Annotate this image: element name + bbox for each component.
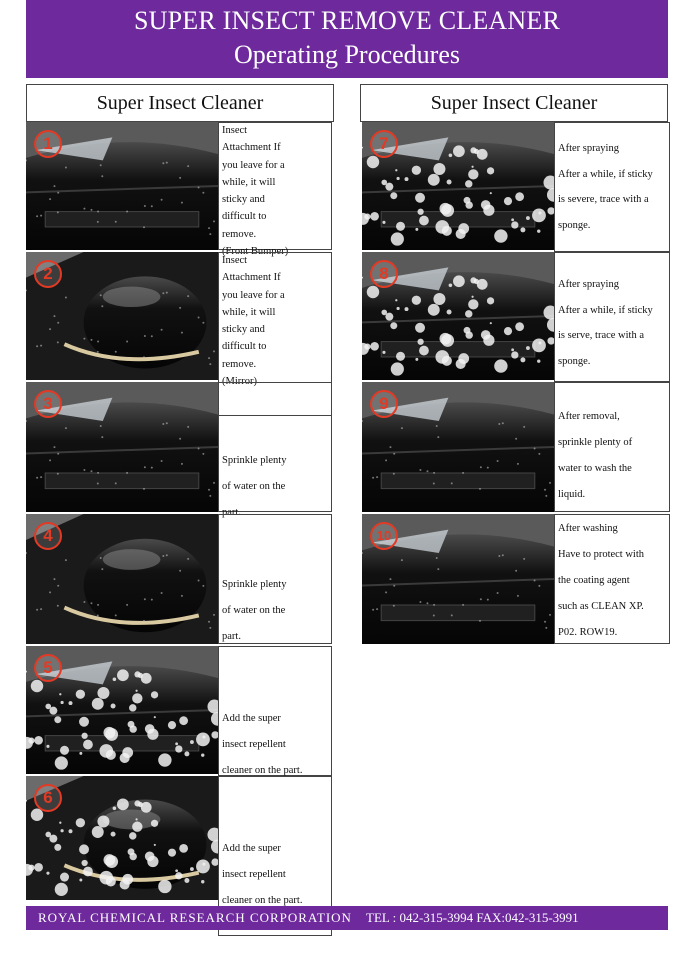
- step-description-line: Insect: [222, 125, 248, 136]
- step-photo: [362, 382, 554, 512]
- step-description: [558, 136, 672, 238]
- step-description-line: remove.: [222, 228, 257, 240]
- step-description-line: is severe, trace with a: [558, 194, 649, 205]
- step-description-line: while, it will: [222, 176, 276, 188]
- step-description-line: cleaner on the part.: [222, 895, 303, 906]
- step-description: [222, 252, 334, 390]
- step-description-line: (Front Bumper): [222, 246, 289, 258]
- step-description-line: Add the super: [222, 843, 281, 854]
- step-description: [222, 706, 334, 784]
- step-photo: [26, 382, 218, 512]
- step-description: [558, 516, 672, 646]
- footer-bar: [26, 906, 668, 930]
- step-description-line: insect repellent: [222, 869, 286, 880]
- header-banner: [26, 0, 668, 78]
- step-description-line: difficult to: [222, 211, 267, 223]
- step-description-line: Insect: [222, 255, 248, 266]
- step-description-line: liquid.: [558, 489, 586, 500]
- step-description-line: After washing: [558, 523, 618, 534]
- step-description-line: Add the super: [222, 713, 281, 724]
- step-number-badge: 10: [370, 522, 398, 550]
- step-description-line: difficult to: [222, 341, 267, 353]
- step-description: [222, 836, 334, 914]
- step-description-line: part.: [222, 507, 241, 518]
- step-description-line: of water on the: [222, 481, 286, 492]
- step-description-line: Have to protect with: [558, 549, 645, 560]
- step-photo: [362, 122, 554, 250]
- step-description-line: remove.: [222, 358, 257, 370]
- step-description-line: of water on the: [222, 605, 286, 616]
- step-description-line: sticky and: [222, 194, 265, 206]
- step-description-line: while, it will: [222, 306, 276, 318]
- step-description-line: After spraying: [558, 143, 619, 154]
- step-number-badge: 9: [370, 390, 398, 418]
- step-photo: [26, 252, 218, 380]
- step-description: [222, 122, 334, 260]
- step-photo: [26, 514, 218, 644]
- step-photo: [26, 122, 218, 250]
- step-description-line: such as CLEAN XP.: [558, 601, 644, 612]
- step-description-line: cleaner on the part.: [222, 765, 303, 776]
- company-name: ROYAL CHEMICAL RESEARCH CORPORATION: [38, 910, 352, 925]
- step-description-line: After a while, if sticky: [558, 168, 653, 180]
- step-description-line: Attachment If: [222, 272, 281, 284]
- step-description: [558, 404, 672, 508]
- step-number-badge: 5: [34, 654, 62, 682]
- left-column-heading: Super Insect Cleaner: [26, 84, 334, 122]
- step-photo: [26, 776, 218, 900]
- step-description-line: you leave for a: [222, 289, 285, 301]
- step-description-line: (Mirror): [222, 376, 257, 388]
- step-description-line: Attachment If: [222, 142, 281, 154]
- page-subtitle: Operating Procedures: [234, 40, 460, 69]
- step-description: [558, 272, 672, 374]
- step-description-line: Sprinkle plenty: [222, 579, 287, 590]
- step-description-line: P02. ROW19.: [558, 627, 618, 638]
- contact-info: TEL : 042-315-3994 FAX:042-315-3991: [366, 910, 579, 925]
- step-description-line: is serve, trace with a: [558, 330, 645, 341]
- step-number-badge: 8: [370, 260, 398, 288]
- step-description-line: After removal,: [558, 411, 620, 422]
- step-description-line: Sprinkle plenty: [222, 455, 287, 466]
- step-description-line: After spraying: [558, 279, 619, 290]
- step-number-badge: 7: [370, 130, 398, 158]
- step-description-line: the coating agent: [558, 575, 630, 586]
- step-number-badge: 1: [34, 130, 62, 158]
- step-photo: [362, 252, 554, 380]
- step-number-badge: 3: [34, 390, 62, 418]
- step-description: [222, 572, 334, 650]
- step-description-line: water to wash the: [558, 463, 632, 474]
- step-photo: [362, 514, 554, 644]
- right-column-heading: Super Insect Cleaner: [360, 84, 668, 122]
- step-description-line: After a while, if sticky: [558, 304, 653, 316]
- step-photo: [26, 646, 218, 774]
- step-number-badge: 4: [34, 522, 62, 550]
- step-description-line: sponge.: [558, 219, 591, 231]
- step-description-line: insect repellent: [222, 739, 286, 750]
- page-title: SUPER INSECT REMOVE CLEANER: [133, 6, 560, 35]
- step-number-badge: 2: [34, 260, 62, 288]
- step-number-badge: 6: [34, 784, 62, 812]
- step-description-line: you leave for a: [222, 159, 285, 171]
- step-description-line: sprinkle plenty of: [558, 437, 633, 448]
- step-description-line: sticky and: [222, 324, 265, 336]
- step-description-line: sponge.: [558, 355, 591, 367]
- step-description-line: part.: [222, 631, 241, 642]
